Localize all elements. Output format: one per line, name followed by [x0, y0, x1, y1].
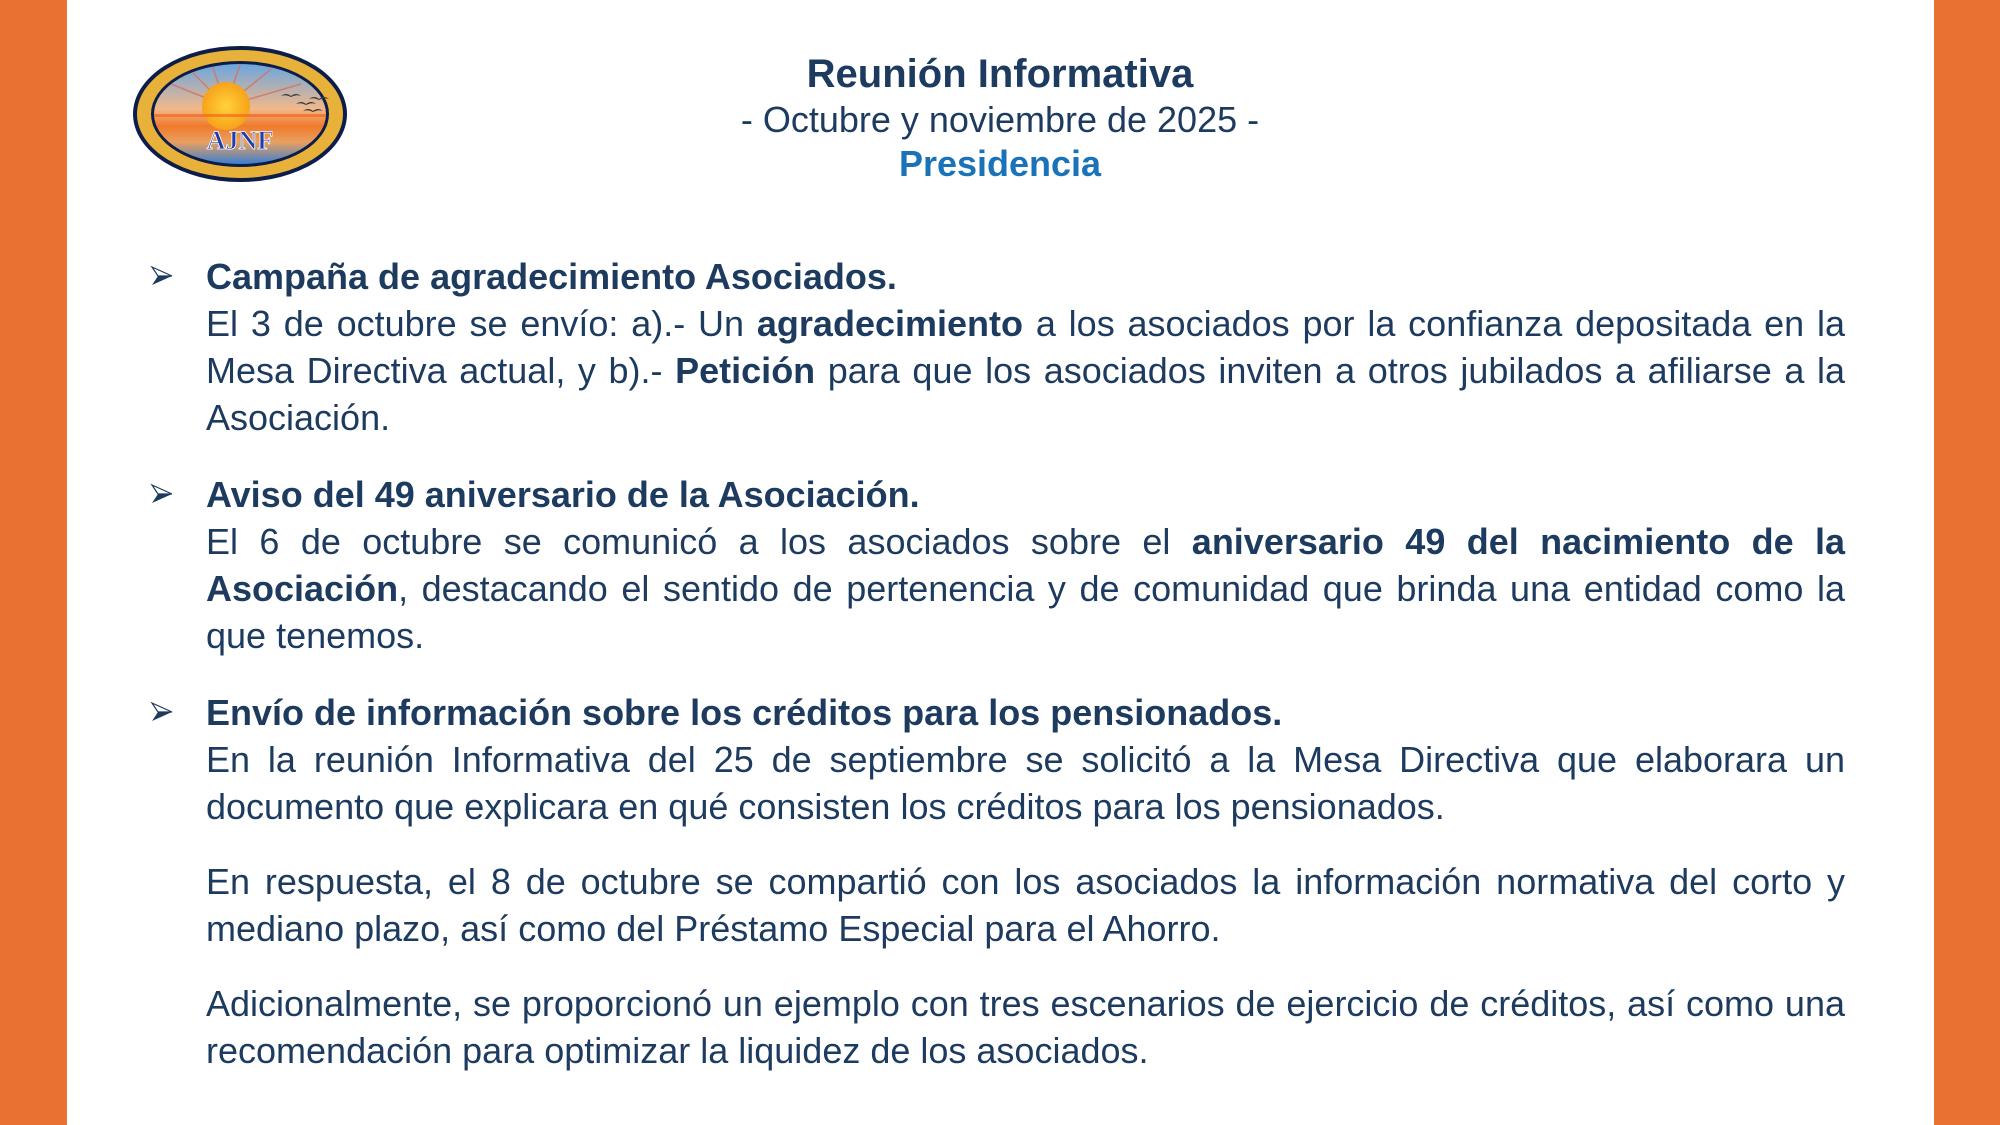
text-run: , destacando el sentido de pertenencia y de comunidad que brinda una entidad como la que tenemos.: [206, 568, 1845, 656]
left-accent-bar: [0, 0, 67, 1125]
right-accent-bar: [1934, 0, 2000, 1125]
section-paragraph: Adicionalmente, se proporcionó un ejemplo con tres escenarios de ejercicio de créditos, así como una recomendación para optimizar la liquidez de los asociados.: [206, 983, 1845, 1071]
arrow-bullet-icon: [150, 264, 174, 288]
arrow-bullet-icon: [150, 700, 174, 724]
section-anniversary: [140, 471, 1845, 659]
section-paragraph: En la reunión Informativa del 25 de septiembre se solicitó a la Mesa Directiva que elaborara un documento que explicara en qué consisten los créditos para los pensionados.: [206, 739, 1845, 827]
section-paragraph: [206, 518, 1845, 659]
slide-subtitle: - Octubre y noviembre de 2025 -: [740, 99, 1260, 140]
text-run: El 3 de octubre se envío: a).- Un: [206, 303, 757, 344]
svg-text:AJNF: AJNF: [206, 126, 274, 155]
text-run: para que los asociados inviten a otros jubilados a afiliarse a la Asociación.: [206, 350, 1845, 438]
slide-title: Reunión Informativa: [806, 52, 1194, 96]
slide-content: [140, 253, 1845, 1104]
arrow-bullet-icon: [150, 482, 174, 506]
bold-text-run: Petición: [675, 350, 816, 391]
bold-text-run: agradecimiento: [756, 303, 1023, 344]
bold-text-run: aniversario 49 del nacimiento de la Asociación: [206, 521, 1846, 609]
section-title: Aviso del 49 aniversario de la Asociación.: [206, 474, 920, 515]
section-credits: [140, 689, 1845, 1074]
section-title: Campaña de agradecimiento Asociados.: [206, 256, 897, 297]
section-title: Envío de información sobre los créditos para los pensionados.: [206, 692, 1283, 733]
text-run: a los asociados por la confianza depositada en la Mesa Directiva actual, y b).-: [206, 303, 1845, 391]
department-label: Presidencia: [898, 143, 1102, 184]
section-paragraph: [206, 300, 1845, 441]
ajnf-logo: [131, 44, 349, 185]
section-campaign: [140, 253, 1845, 441]
ajnf-logo-icon: [131, 44, 349, 185]
text-run: El 6 de octubre se comunicó a los asociados sobre el: [206, 521, 1192, 562]
slide-header: [600, 50, 1400, 186]
section-paragraph: En respuesta, el 8 de octubre se compartió con los asociados la información normativa del corto y mediano plazo, así como del Préstamo Especial para el Ahorro.: [206, 861, 1845, 949]
